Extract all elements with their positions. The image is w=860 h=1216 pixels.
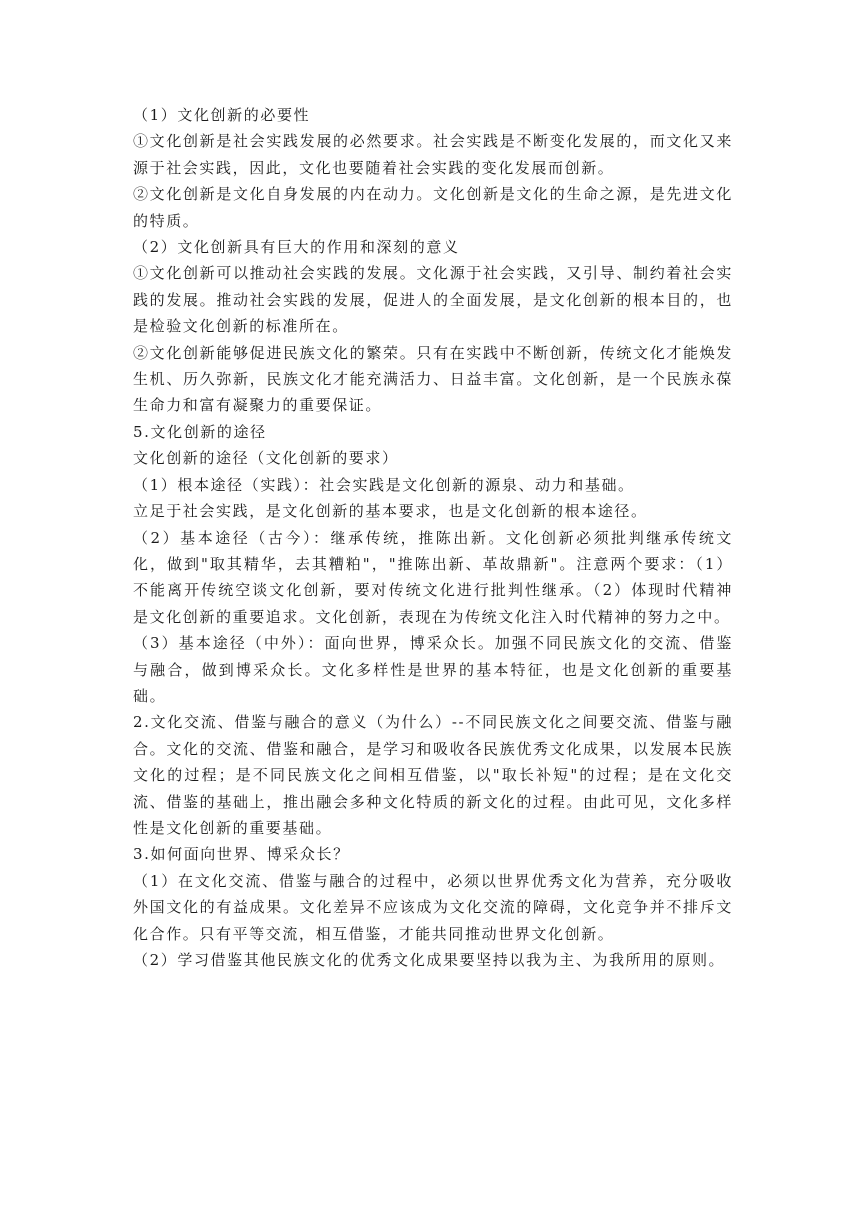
paragraph: 文化创新的途径（文化创新的要求） <box>133 449 399 468</box>
section-heading-necessity: （1）文化创新的必要性 <box>133 106 311 124</box>
paragraph: ①文化创新可以推动社会实践的发展。文化源于社会实践，又引导、制约着社会实践的发展。推动社会实践的发展，促进人的全面发展，是文化创新的根本目的，也是检验文化创新的标准所在。 <box>133 264 733 336</box>
paragraph: （2）基本途径（古今）：继承传统，推陈出新。文化创新必须批判继承传统文化，做到"取其精华，去其糟粕"，"推陈出新、革故鼎新"。注意两个要求：（1）不能离开传统空谈文化创新，要对传统文化进行批判性继承。（2）体现时代精神是文化创新的重要追求。文化创新，表现在为传统文化注入时代精神的努力之中。 <box>133 528 733 626</box>
section-heading-significance: （2）文化创新具有巨大的作用和深刻的意义 <box>133 238 460 257</box>
paragraph: 2.文化交流、借鉴与融合的意义（为什么）--不同民族文化之间要交流、借鉴与融合。文化的交流、借鉴和融合，是学习和吸收各民族优秀文化成果，以发展本民族文化的过程；是不同民族文化之间相互借鉴，以"取长补短"的过程；是在文化交流、借鉴的基础上，推出融会多种文化特质的新文化的过程。由此可见，文化多样性是文化创新的重要基础。 <box>133 713 733 837</box>
paragraph: ①文化创新是社会实践发展的必然要求。社会实践是不断变化发展的，而文化又来源于社会实践，因此，文化也要随着社会实践的变化发展而创新。 <box>133 132 733 177</box>
paragraph: （1）在文化交流、借鉴与融合的过程中，必须以世界优秀文化为营养，充分吸收外国文化的有益成果。文化差异不应该成为文化交流的障碍，文化竞争并不排斥文化合作。只有平等交流，相互借鉴，才能共同推动世界文化创新。 <box>133 871 733 943</box>
paragraph: （2）学习借鉴其他民族文化的优秀文化成果要坚持以我为主、为我所用的原则。 <box>133 951 726 969</box>
section-heading-paths: 5.文化创新的途径 <box>133 422 267 441</box>
paragraph: ②文化创新是文化自身发展的内在动力。文化创新是文化的生命之源，是先进文化的特质。 <box>133 185 733 230</box>
document-body <box>133 102 733 973</box>
paragraph: 立足于社会实践，是文化创新的基本要求，也是文化创新的根本途径。 <box>133 502 648 521</box>
section-heading-how: 3.如何面向世界、博采众长？ <box>133 845 350 864</box>
paragraph: （3）基本途径（中外）：面向世界，博采众长。加强不同民族文化的交流、借鉴与融合，做到博采众长。文化多样性是世界的基本特征，也是文化创新的重要基础。 <box>133 634 733 705</box>
paragraph: （1）根本途径（实践）：社会实践是文化创新的源泉、动力和基础。 <box>133 475 635 494</box>
paragraph: ②文化创新能够促进民族文化的繁荣。只有在实践中不断创新，传统文化才能焕发生机、历久弥新，民族文化才能充满活力、日益丰富。文化创新，是一个民族永葆生命力和富有凝聚力的重要保证。 <box>133 343 733 415</box>
